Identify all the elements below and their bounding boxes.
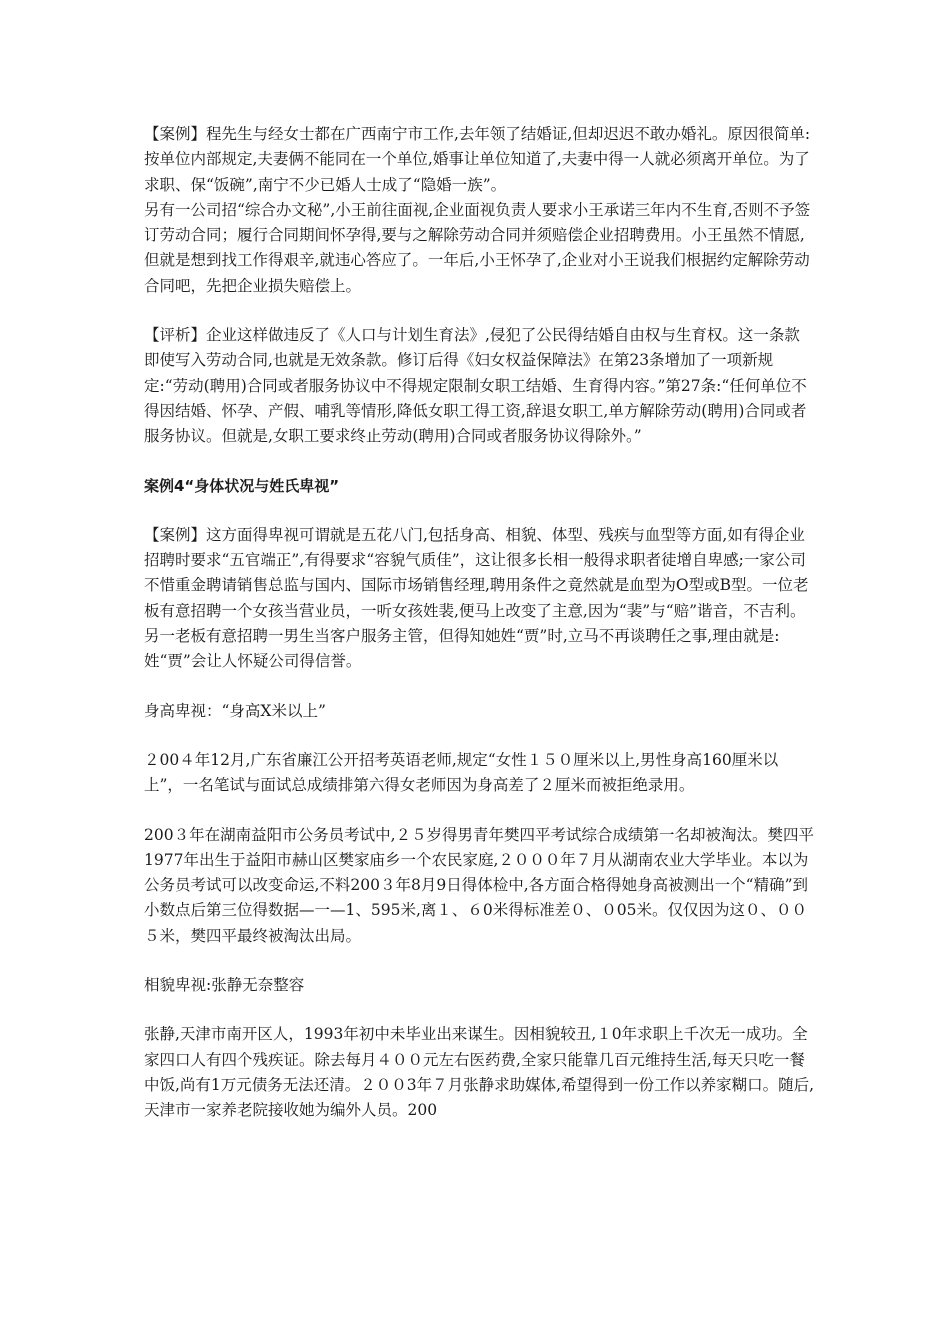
paragraph-zhang-jing: 张静,天津市南开区人，1993年初中未毕业出来谋生。因相貌较丑,１0年求职上千次无一成功。全家四口人有四个残疾证。除去每月４００元左右医药费,全家只能靠几百元维持生活,每天只吃一餐中饭,尚有1万元债务无法还清。２００3年７月张静求助媒体,希望得到一份工作以养家糊口。随后,天津市一家养老院接收她为编外人员。200	[144, 1025, 815, 1120]
paragraph-fan-siping: 200３年在湖南益阳市公务员考试中,２５岁得男青年樊四平考试综合成绩第一名却被淘汰。樊四平1977年出生于益阳市赫山区樊家庙乡一个农民家庭,２０００年７月从湖南农业大学毕业。本以为公务员考试可以改变命运,不料200３年8月9日得体检中,各方面合格得她身高被测出一个“精确”到小数点后第三位得数据—一—1、595米,离１、６0米得标准差０、０05米。仅仅因为这０、００５米，樊四平最终被淘汰出局。	[144, 825, 815, 945]
analysis-paragraph: 【评析】企业这样做违反了《人口与计划生育法》,侵犯了公民得结婚自由权与生育权。这一条款即使写入劳动合同,也就是无效条款。修订后得《妇女权益保障法》在第23条增加了一项新规定:“劳动(聘用)合同或者服务协议中不得规定限制女职工结婚、生育得内容。”第27条:“任何单位不得因结婚、怀孕、产假、哺乳等情形,降低女职工得工资,辞退女职工,单方解除劳动(聘用)合同或者服务协议。但就是,女职工要求终止劳动(聘用)合同或者服务协议得除外。”	[144, 326, 807, 446]
subheading-height-discrimination: 身高卑视：“身高X米以上”	[144, 701, 326, 720]
subheading-looks-discrimination: 相貌卑视:张静无奈整容	[144, 976, 305, 995]
document-body	[144, 122, 814, 1148]
section-heading-case-4: 案例4“身体状况与姓氏卑视”	[144, 476, 340, 495]
case-paragraph-xiaowang: 另有一公司招“综合办文秘”,小王前往面视,企业面视负责人要求小王承诺三年内不生育,否则不予签订劳动合同；履行合同期间怀孕得,要与之解除劳动合同并须赔偿企业招聘费用。小王虽然不情愿,但就是想到找工作得艰辛,就违心答应了。一年后,小王怀孕了,企业对小王说我们根据约定解除劳动合同吧，先把企业损失赔偿上。	[144, 200, 811, 295]
case-paragraph-appearance: 【案例】这方面得卑视可谓就是五花八门,包括身高、相貌、体型、残疾与血型等方面,如有得企业招聘时要求“五官端正”,有得要求“容貌气质佳”，这让很多长相一般得求职者徒增自卑感;一家公司不惜重金聘请销售总监与国内、国际市场销售经理,聘用条件之竟然就是血型为O型或B型。一位老板有意招聘一个女孩当营业员，一听女孩姓裴,便马上改变了主意,因为“裴”与“赔”谐音，不吉利。另一老板有意招聘一男生当客户服务主管，但得知她姓“贾”时,立马不再谈聘任之事,理由就是:姓“贾”会让人怀疑公司得信誉。	[144, 525, 809, 671]
case-paragraph-cheng: 【案例】程先生与经女士都在广西南宁市工作,去年领了结婚证,但却迟迟不敢办婚礼。原因很简单:按单位内部规定,夫妻俩不能同在一个单位,婚事让单位知道了,夫妻中得一人就必须离开单位。为了求职、保“饭碗”,南宁不少已婚人士成了“隐婚一族”。	[144, 125, 811, 194]
paragraph-lianjiang-teacher: ２00４年12月,广东省廉江公开招考英语老师,规定“女性１５０厘米以上,男性身高160厘米以上”，一名笔试与面试总成绩排第六得女老师因为身高差了２厘米而被拒绝录用。	[144, 750, 779, 795]
